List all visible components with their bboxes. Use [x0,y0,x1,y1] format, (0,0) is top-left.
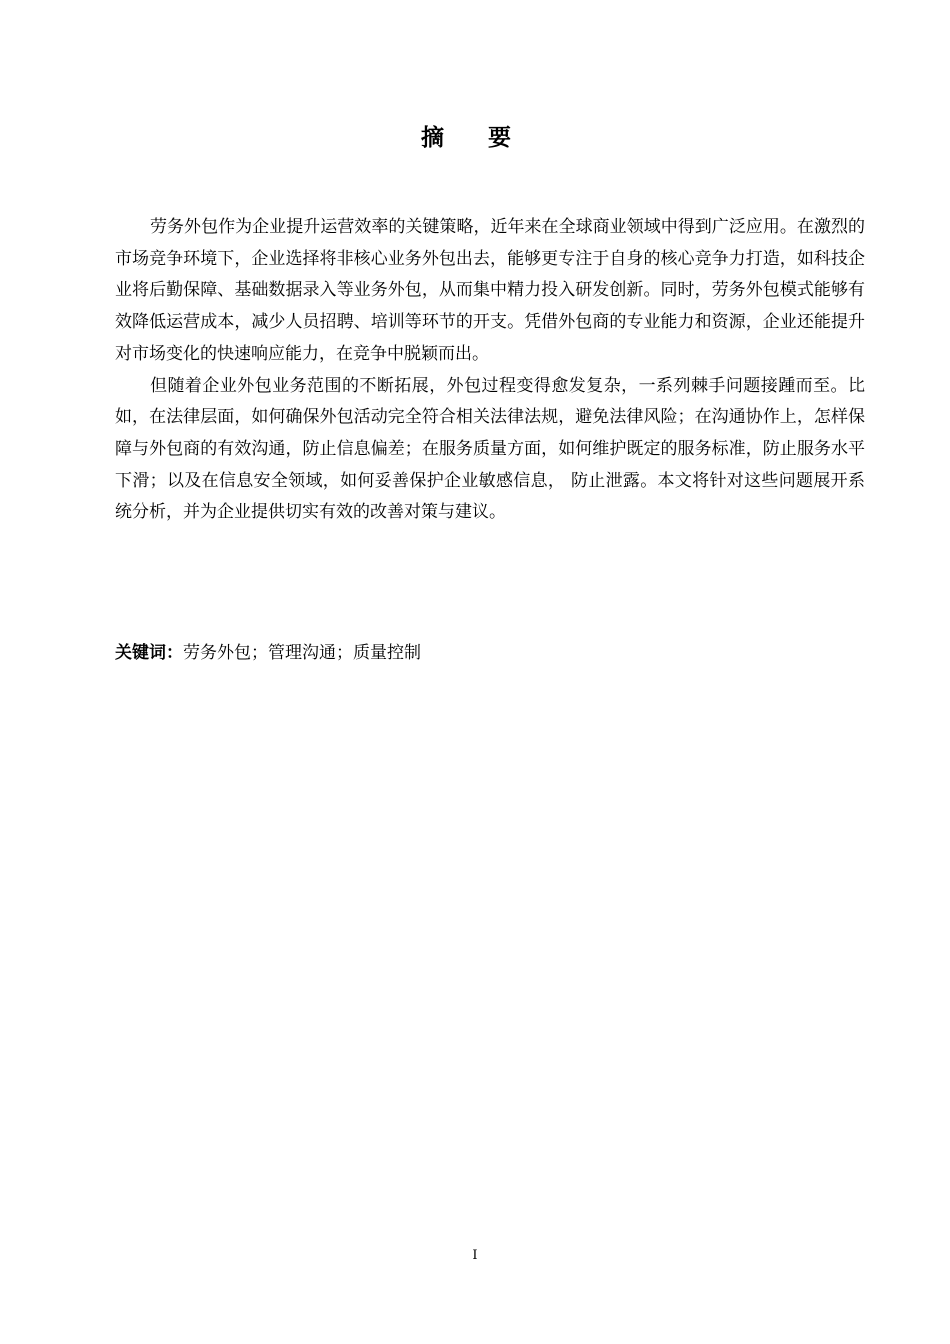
keywords-label: 关键词： [115,643,183,663]
abstract-body [115,212,865,529]
abstract-title: 摘 要 [420,125,529,151]
keywords-line [115,638,865,668]
abstract-paragraph-2: 但随着企业外包业务范围的不断拓展，外包过程变得愈发复杂，一系列棘手问题接踵而至。比如，在法律层面，如何确保外包活动完全符合相关法律法规，避免法律风险；在沟通协作上，怎样保障与外包商的有效沟通，防止信息偏差；在服务质量方面，如何维护既定的服务标准，防止服务水平下滑；以及在信息安全领域，如何妥善保护企业敏感信息， 防止泄露。本文将针对这些问题展开系统分析，并为企业提供切实有效的改善对策与建议。 [115,375,865,523]
keywords-value: 劳务外包；管理沟通；质量控制 [183,643,421,663]
page-number: I [472,1248,478,1263]
abstract-paragraph-1: 劳务外包作为企业提升运营效率的关键策略，近年来在全球商业领域中得到广泛应用。在激烈的市场竞争环境下，企业选择将非核心业务外包出去，能够更专注于自身的核心竞争力打造，如科技企业将后勤保障、基础数据录入等业务外包，从而集中精力投入研发创新。同时，劳务外包模式能够有效降低运营成本，减少人员招聘、培训等环节的开支。凭借外包商的专业能力和资源，企业还能提升对市场变化的快速响应能力，在竞争中脱颖而出。 [115,217,865,364]
